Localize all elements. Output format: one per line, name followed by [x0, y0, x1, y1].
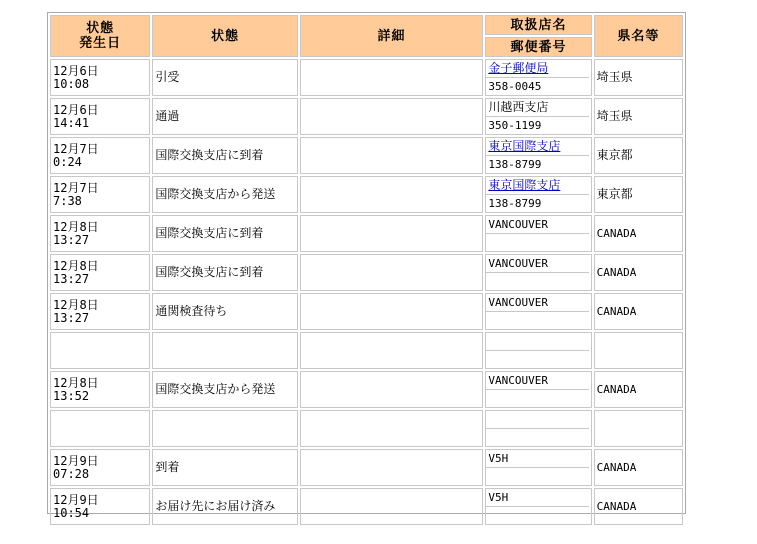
office-name [486, 411, 588, 429]
prefecture-cell: CANADA [594, 293, 683, 330]
header-status: 状態 [152, 15, 297, 57]
prefecture-cell: CANADA [594, 449, 683, 486]
office-name [486, 333, 588, 351]
date-cell [50, 59, 150, 96]
status-cell [152, 332, 297, 369]
office-name: VANCOUVER [486, 294, 588, 312]
table-row [50, 176, 683, 213]
office-cell [485, 254, 591, 291]
table-row [50, 98, 683, 135]
event-time: 7:38 [53, 193, 82, 208]
office-name: VANCOUVER [486, 216, 588, 234]
tracking-table [48, 13, 685, 527]
postal-code [486, 507, 588, 524]
event-time: 13:27 [53, 232, 90, 247]
table-row [50, 449, 683, 486]
date-cell [50, 98, 150, 135]
event-time: 13:52 [53, 388, 90, 403]
table-row [50, 332, 683, 369]
header-row [50, 15, 683, 35]
date-cell [50, 176, 150, 213]
tracking-table-frame [47, 12, 686, 520]
date-cell [50, 332, 150, 369]
detail-cell [300, 293, 484, 330]
office-link[interactable]: 東京国際支店 [486, 177, 588, 195]
office-cell [485, 176, 591, 213]
office-link[interactable]: 東京国際支店 [486, 138, 588, 156]
detail-cell [300, 371, 484, 408]
header-postal: 郵便番号 [485, 37, 591, 57]
header-date-line1: 状態 [86, 21, 115, 36]
postal-code: 350-1199 [488, 119, 542, 132]
status-cell: 到着 [152, 449, 297, 486]
postal-code [486, 429, 588, 446]
date-cell [50, 293, 150, 330]
office-name: 川越西支店 [486, 99, 588, 117]
detail-cell [300, 410, 484, 447]
date-cell [50, 371, 150, 408]
prefecture-cell [594, 332, 683, 369]
event-date: 12月8日 [53, 375, 99, 390]
event-date: 12月8日 [53, 219, 99, 234]
postal-code [486, 351, 588, 368]
event-time: 0:24 [53, 154, 82, 169]
event-time: 07:28 [53, 466, 90, 481]
office-cell [485, 488, 591, 525]
detail-cell [300, 176, 484, 213]
detail-cell [300, 59, 484, 96]
office-cell [485, 59, 591, 96]
tracking-rows [50, 59, 683, 525]
prefecture-cell: CANADA [594, 371, 683, 408]
status-cell: 引受 [152, 59, 297, 96]
prefecture-cell: 埼玉県 [594, 59, 683, 96]
event-date: 12月9日 [53, 492, 99, 507]
postal-code [486, 468, 588, 485]
detail-cell [300, 215, 484, 252]
prefecture-cell: 東京都 [594, 176, 683, 213]
event-date: 12月6日 [53, 63, 99, 78]
detail-cell [300, 254, 484, 291]
table-row [50, 293, 683, 330]
postal-code [486, 273, 588, 290]
event-date: 12月9日 [53, 453, 99, 468]
prefecture-cell: CANADA [594, 254, 683, 291]
postal-code: 358-0045 [488, 80, 542, 93]
event-time: 10:54 [53, 505, 90, 520]
table-row [50, 371, 683, 408]
prefecture-cell: 東京都 [594, 137, 683, 174]
status-cell: お届け先にお届け済み [152, 488, 297, 525]
status-cell: 通過 [152, 98, 297, 135]
event-time: 10:08 [53, 76, 90, 91]
status-cell: 通関検査待ち [152, 293, 297, 330]
detail-cell [300, 98, 484, 135]
detail-cell [300, 332, 484, 369]
table-row [50, 215, 683, 252]
header-date [50, 15, 150, 57]
date-cell [50, 254, 150, 291]
office-link[interactable]: 金子郵便局 [486, 60, 588, 78]
postal-code: 138-8799 [488, 197, 542, 210]
date-cell [50, 449, 150, 486]
office-cell [485, 293, 591, 330]
office-name: V5H [486, 450, 588, 468]
table-row [50, 410, 683, 447]
event-time: 14:41 [53, 115, 90, 130]
prefecture-cell [594, 410, 683, 447]
table-row [50, 59, 683, 96]
status-cell: 国際交換支店に到着 [152, 254, 297, 291]
postal-code [486, 390, 588, 407]
table-row [50, 488, 683, 525]
office-name: V5H [486, 489, 588, 507]
office-cell [485, 215, 591, 252]
status-cell: 国際交換支店に到着 [152, 215, 297, 252]
office-name: VANCOUVER [486, 372, 588, 390]
office-name: VANCOUVER [486, 255, 588, 273]
prefecture-cell: 埼玉県 [594, 98, 683, 135]
date-cell [50, 215, 150, 252]
prefecture-cell: CANADA [594, 215, 683, 252]
event-date: 12月7日 [53, 180, 99, 195]
table-row [50, 137, 683, 174]
event-date: 12月7日 [53, 141, 99, 156]
postal-code [486, 312, 588, 329]
header-date-line2: 発生日 [79, 36, 122, 51]
prefecture-cell: CANADA [594, 488, 683, 525]
status-cell: 国際交換支店に到着 [152, 137, 297, 174]
date-cell [50, 488, 150, 525]
detail-cell [300, 449, 484, 486]
event-date: 12月8日 [53, 258, 99, 273]
office-cell [485, 410, 591, 447]
office-cell [485, 371, 591, 408]
event-date: 12月8日 [53, 297, 99, 312]
header-prefecture: 県名等 [594, 15, 683, 57]
office-cell [485, 449, 591, 486]
detail-cell [300, 488, 484, 525]
table-row [50, 254, 683, 291]
office-cell [485, 332, 591, 369]
date-cell [50, 137, 150, 174]
header-detail: 詳細 [300, 15, 484, 57]
detail-cell [300, 137, 484, 174]
event-date: 12月6日 [53, 102, 99, 117]
status-cell: 国際交換支店から発送 [152, 371, 297, 408]
date-cell [50, 410, 150, 447]
status-cell: 国際交換支店から発送 [152, 176, 297, 213]
event-time: 13:27 [53, 271, 90, 286]
status-cell [152, 410, 297, 447]
office-cell [485, 98, 591, 135]
header-office: 取扱店名 [485, 15, 591, 35]
event-time: 13:27 [53, 310, 90, 325]
postal-code [486, 234, 588, 251]
postal-code: 138-8799 [488, 158, 542, 171]
office-cell [485, 137, 591, 174]
